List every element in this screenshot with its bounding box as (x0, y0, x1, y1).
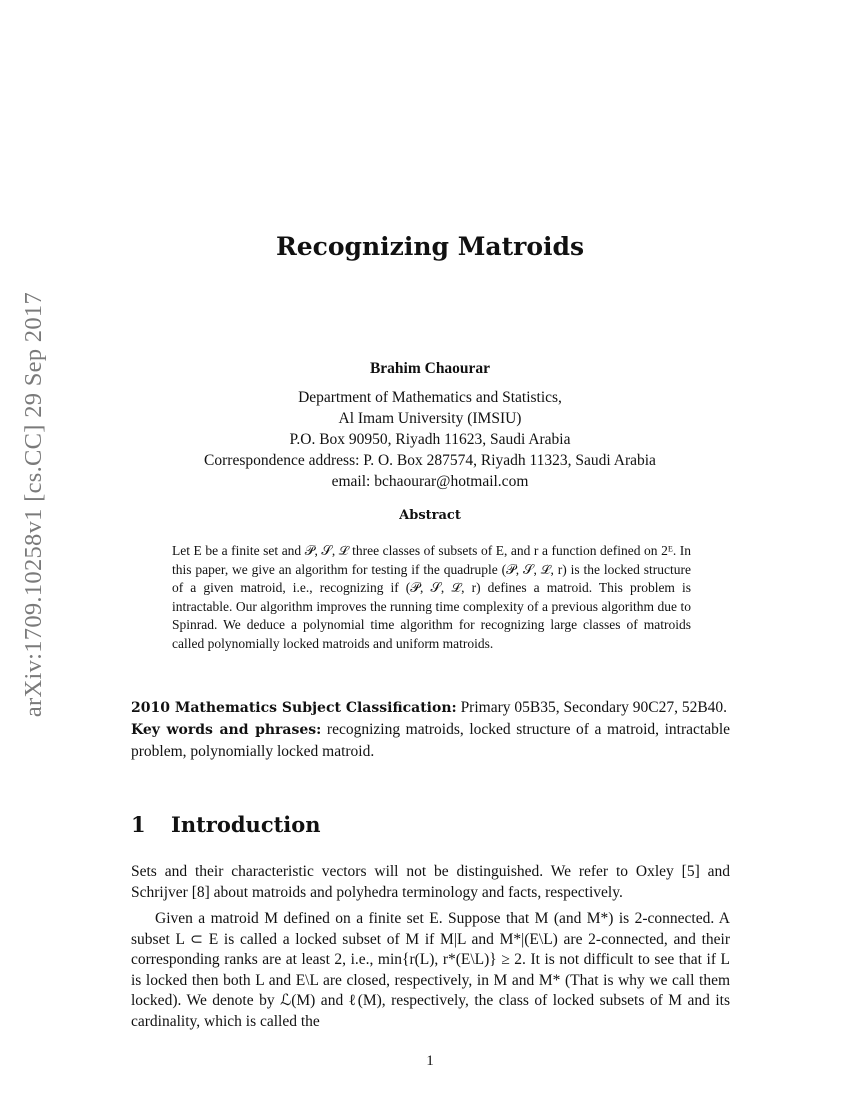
arxiv-identifier: arXiv:1709.10258v1 [cs.CC] 29 Sep 2017 (20, 292, 47, 718)
affiliation-line: Al Imam University (IMSIU) (338, 410, 522, 427)
page-number: 1 (426, 1053, 434, 1069)
classification-block (131, 697, 730, 762)
msc-value: Primary 05B35, Secondary 90C27, 52B40. (460, 699, 728, 716)
body-paragraph: Sets and their characteristic vectors will not be distinguished. We refer to Oxley [5] and Schrijver [8] about matroids and polyhedra terminology and facts, respectively. (131, 863, 730, 901)
author-block (0, 358, 850, 492)
msc-label: 2010 Mathematics Subject Classification: (131, 700, 457, 716)
section-heading (131, 812, 321, 837)
author-email: email: bchaourar@hotmail.com (331, 473, 529, 490)
affiliation-line: Department of Mathematics and Statistics, (298, 389, 562, 406)
keywords-label: Key words and phrases: (131, 722, 322, 738)
keywords-value: recognizing matroids, locked structure of a matroid, intractable problem, polynomially locked matroid. (131, 721, 731, 760)
section-title: Introduction (171, 812, 321, 837)
paper-title: Recognizing Matroids (275, 232, 585, 261)
arxiv-sidebar-stamp (14, 270, 54, 740)
abstract-text: Let E be a finite set and 𝒫, 𝒮, ℒ three classes of subsets of E, and r a function defined on 2ᴱ. In this paper, we give an algorithm for testing if the quadruple (𝒫, 𝒮, ℒ, r) is the locked structure of a given matroid, i.e., recognizing if (𝒫, 𝒮, ℒ, r) defines a matroid. This problem is intractable. Our algorithm improves the running time complexity of a previous algorithm due to Spinrad. We deduce a polynomial time algorithm for recognizing large classes of matroids called polynomially locked matroids and uniform matroids. (172, 543, 691, 651)
body-paragraph: Given a matroid M defined on a finite set E. Suppose that M (and M*) is 2-connected. A subset L ⊂ E is called a locked subset of M if M|L and M*|(E\L) are 2-connected, and their corresponding ranks are at least 2, i.e., min{r(L), r*(E\L)} ≥ 2. It is not difficult to see that if L is locked then both L and E\L are closed, respectively, in M and M* (That is why we call them locked). We denote by ℒ(M) and ℓ(M), respectively, the class of locked subsets of M and its cardinality, which is called the (131, 910, 730, 1030)
affiliation-line: Correspondence address: P. O. Box 287574, Riyadh 11323, Saudi Arabia (204, 452, 656, 469)
abstract-heading: Abstract (399, 508, 461, 523)
author-name: Brahim Chaourar (369, 360, 491, 377)
affiliation-line: P.O. Box 90950, Riyadh 11623, Saudi Arabia (289, 431, 571, 448)
section-number: 1 (131, 812, 146, 837)
